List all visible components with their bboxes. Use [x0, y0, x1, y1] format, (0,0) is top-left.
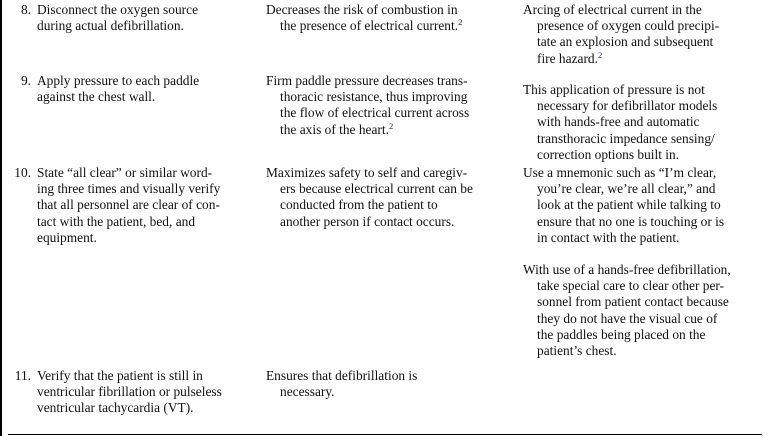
- text-line: [266, 73, 516, 89]
- text-line-content: the paddles being placed on the: [537, 326, 706, 342]
- text-line-content: they do not have the visual cue of: [537, 310, 718, 326]
- text-line-content: against the chest wall.: [37, 89, 156, 105]
- action-cell: [37, 2, 259, 34]
- action-text: [37, 73, 259, 105]
- text-line-content: Verify that the patient is still in: [37, 368, 203, 383]
- text-line-content: another person if contact occurs.: [280, 213, 455, 229]
- text-line-content: Decreases the risk of combustion in: [266, 2, 458, 17]
- text-line: [523, 18, 771, 34]
- note-cell: [523, 165, 771, 246]
- text-line: [266, 2, 516, 18]
- text-line: [266, 18, 516, 34]
- text-line: [523, 181, 771, 197]
- text-line-content: transthoracic impedance sensing/: [537, 130, 715, 146]
- text-line: [523, 262, 771, 278]
- text-line: [37, 400, 259, 416]
- text-line-content: sonnel from patient contact because: [537, 294, 729, 310]
- action-cell: [37, 368, 259, 417]
- text-line-content: look at the patient while talking to: [537, 197, 721, 213]
- text-line: [523, 327, 771, 343]
- text-line: [37, 384, 259, 400]
- text-line: [523, 214, 771, 230]
- text-line-content: With use of a hands-free defibrillation,: [523, 262, 731, 277]
- note-cell: [523, 2, 771, 67]
- text-line-content: patient’s chest.: [537, 343, 617, 359]
- text-line-content: the flow of electrical current across: [280, 105, 470, 121]
- text-line: [523, 311, 771, 327]
- text-line-content: in contact with the patient.: [537, 229, 680, 245]
- text-line: [266, 368, 516, 384]
- text-line: [266, 384, 516, 400]
- text-line-content: correction options built in.: [537, 146, 680, 162]
- rationale-cell: [266, 73, 516, 138]
- text-line: [266, 105, 516, 121]
- text-line-content: fire hazard.: [537, 50, 598, 66]
- text-line-content: equipment.: [37, 229, 97, 245]
- rationale-text: [266, 73, 516, 138]
- text-line-content: Disconnect the oxygen source: [37, 2, 199, 17]
- text-line-content: necessary.: [280, 384, 335, 400]
- text-line-content: ventricular tachycardia (VT).: [37, 400, 194, 416]
- rationale-cell: [266, 368, 516, 400]
- text-line: [523, 165, 771, 181]
- table-bottom-rule: [8, 434, 762, 435]
- text-line: [37, 2, 259, 18]
- text-line-content: Arcing of electrical current in the: [523, 2, 702, 17]
- text-line: [266, 165, 516, 181]
- note-cell: [523, 82, 771, 163]
- text-line: [37, 230, 259, 246]
- action-text: [37, 2, 259, 34]
- text-line-content: ers because electrical current can be: [280, 181, 473, 197]
- text-line-content: Use a mnemonic such as “I’m clear,: [523, 165, 717, 180]
- text-line-content: take special care to clear other per-: [537, 278, 725, 294]
- text-line-content: This application of pressure is not: [523, 82, 705, 97]
- text-line-content: State “all clear” or similar word-: [37, 165, 213, 180]
- reference-superscript[interactable]: 2: [388, 120, 394, 131]
- rationale-text: [266, 2, 516, 34]
- text-line: [523, 131, 771, 147]
- text-line: [37, 181, 259, 197]
- text-line: [523, 197, 771, 213]
- text-line-content: that all personnel are clear of con-: [37, 197, 220, 213]
- text-line: [37, 165, 259, 181]
- rationale-text: [266, 368, 516, 400]
- text-line: [266, 214, 516, 230]
- text-line-content: ventricular fibrillation or pulseless: [37, 384, 222, 400]
- text-line-content: ing three times and visually verify: [37, 181, 221, 197]
- text-line-content: Maximizes safety to self and caregiv-: [266, 165, 468, 180]
- text-line: [523, 147, 771, 163]
- text-line-content: tact with the patient, bed, and: [37, 213, 196, 229]
- text-line-content: Apply pressure to each paddle: [37, 73, 200, 88]
- text-line: [523, 230, 771, 246]
- text-line: [266, 181, 516, 197]
- step-number: 11.: [14, 368, 31, 383]
- text-line: [37, 73, 259, 89]
- text-line: [523, 34, 771, 50]
- rationale-cell: [266, 165, 516, 230]
- text-line: [523, 98, 771, 114]
- text-line-content: the presence of electrical current.: [280, 18, 459, 34]
- text-line: [266, 197, 516, 213]
- text-line: [523, 114, 771, 130]
- step-number: 10.: [14, 165, 31, 180]
- text-line-content: Ensures that defibrillation is: [266, 368, 418, 383]
- text-line: [266, 89, 516, 105]
- reference-superscript[interactable]: 2: [597, 49, 603, 60]
- text-line: [523, 294, 771, 310]
- text-line-content: you’re clear, we’re all clear,” and: [537, 181, 716, 197]
- text-line: [37, 368, 259, 384]
- rationale-cell: [266, 2, 516, 34]
- step-number: 9.: [20, 73, 31, 88]
- text-line: [37, 18, 259, 34]
- text-line: [37, 89, 259, 105]
- text-line: [523, 51, 771, 67]
- text-line: [37, 197, 259, 213]
- note-cell: [523, 262, 771, 359]
- rationale-text: [266, 165, 516, 230]
- text-line: [523, 343, 771, 359]
- text-line-content: the axis of the heart.: [280, 121, 389, 137]
- text-line: [266, 122, 516, 138]
- text-line-content: conducted from the patient to: [280, 197, 438, 213]
- text-line-content: necessary for defibrillator models: [537, 98, 718, 114]
- text-line: [523, 278, 771, 294]
- text-line: [523, 82, 771, 98]
- text-line-content: ensure that no one is touching or is: [537, 213, 725, 229]
- text-line-content: tate an explosion and subsequent: [537, 34, 714, 50]
- text-line-content: with hands-free and automatic: [537, 114, 700, 130]
- text-line: [37, 214, 259, 230]
- action-text: [37, 368, 259, 417]
- text-line-content: thoracic resistance, thus improving: [280, 89, 468, 105]
- action-cell: [37, 165, 259, 246]
- step-number: 8.: [20, 2, 31, 17]
- action-cell: [37, 73, 259, 105]
- text-line: [523, 2, 771, 18]
- text-line-content: during actual defibrillation.: [37, 18, 184, 34]
- text-line-content: presence of oxygen could precipi-: [537, 18, 720, 34]
- action-text: [37, 165, 259, 246]
- reference-superscript[interactable]: 2: [458, 17, 463, 28]
- text-line-content: Firm paddle pressure decreases trans-: [266, 73, 468, 88]
